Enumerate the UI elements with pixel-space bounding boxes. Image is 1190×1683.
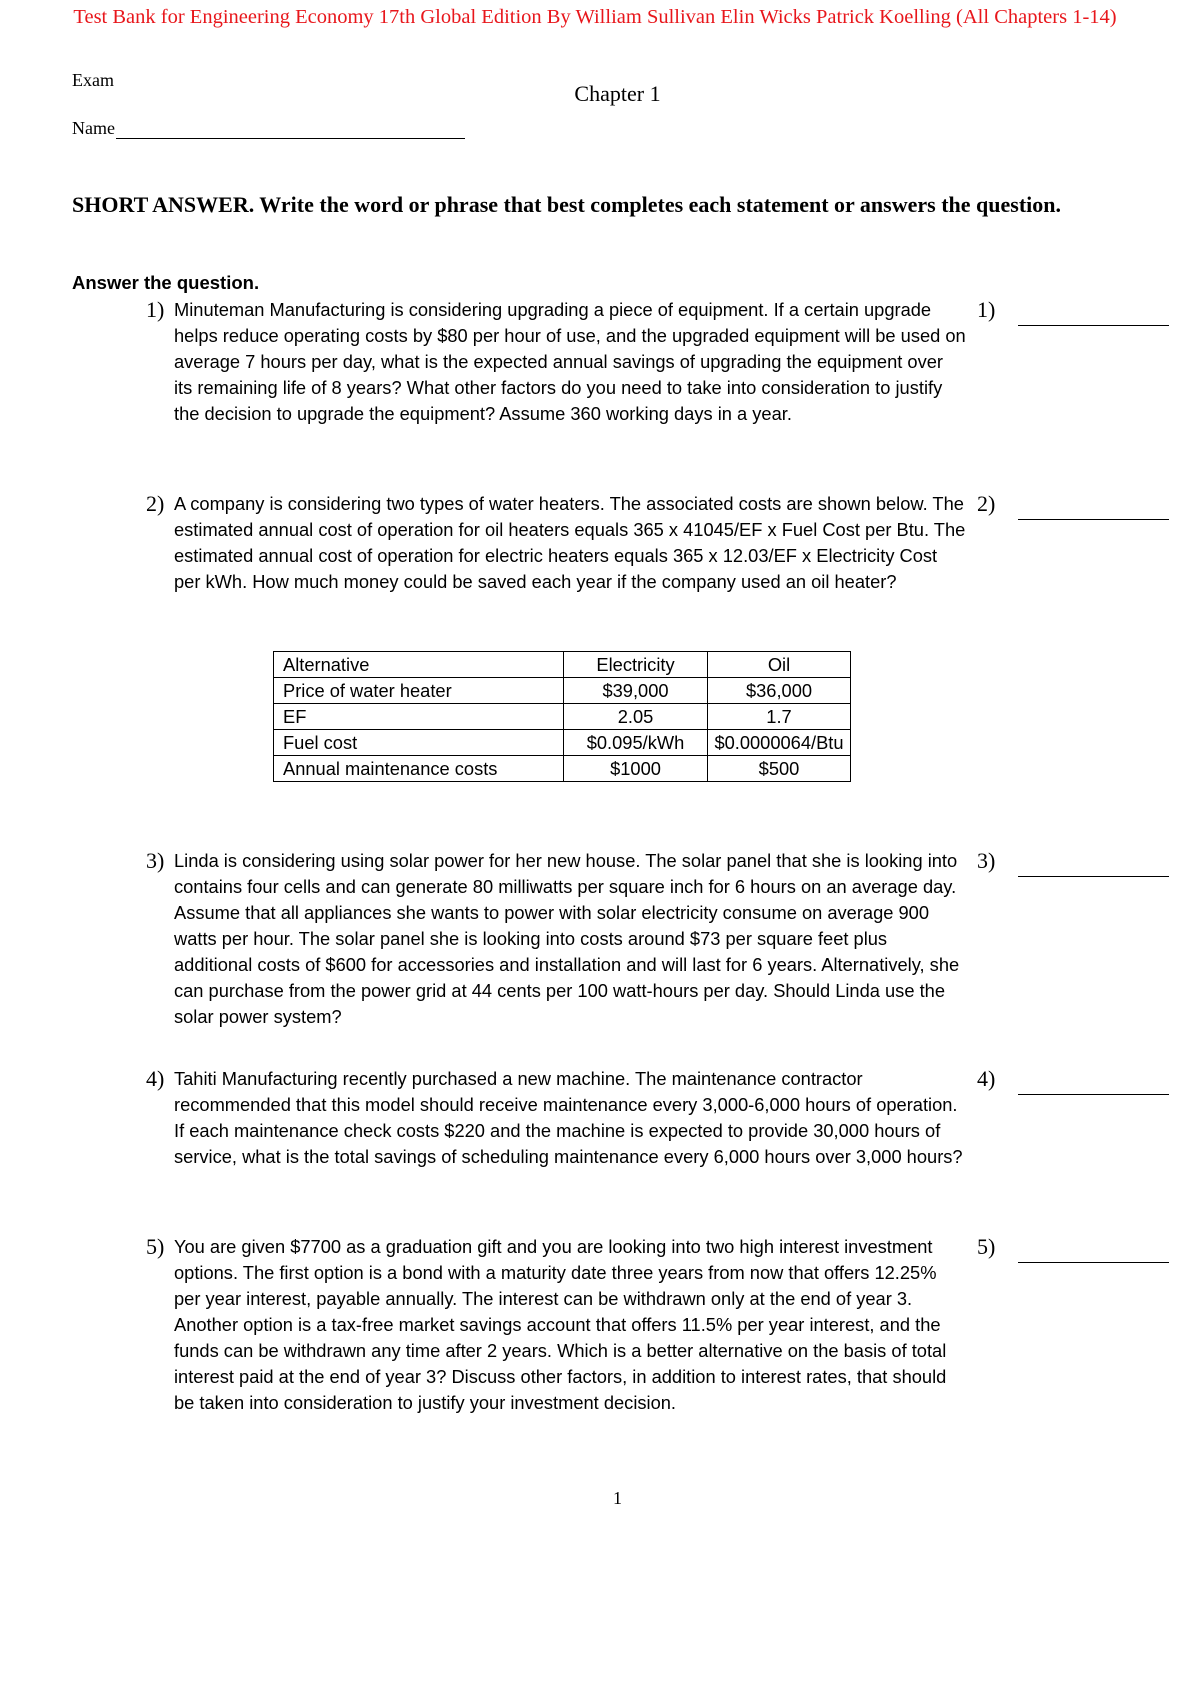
question-number: 4)	[146, 1066, 165, 1091]
question-text: Linda is considering using solar power for her new house. The solar panel that she is looking into contains four cells and can generate 80 milliwatts per square inch for 6 hours on an average day. Assume that all appliances she wants to power with solar electricity consume on average 900 watts per hour. The solar panel she is looking into costs around $73 per square feet plus additional costs of $600 for accessories and installation and will last for 6 years. Alternatively, she can purchase from the power grid at 44 cents per 100 watt-hours per day. Should Linda use the solar power system?	[174, 850, 960, 1027]
answer-number: 2)	[977, 491, 996, 516]
question-number: 3)	[146, 848, 165, 873]
table-cell: $1000	[564, 756, 708, 782]
question-1	[146, 298, 966, 427]
table-cell: EF	[274, 704, 564, 730]
chapter-title: Chapter 1	[574, 81, 661, 106]
question-number: 1)	[146, 297, 165, 322]
table-cell: Price of water heater	[274, 678, 564, 704]
question-number: 2)	[146, 491, 165, 516]
table-row	[274, 704, 851, 730]
answer-blank-5[interactable]	[977, 1235, 1169, 1263]
table-row	[274, 678, 851, 704]
table-cell: $36,000	[708, 678, 851, 704]
water-heater-cost-table	[273, 651, 851, 782]
table-row	[274, 756, 851, 782]
answer-line[interactable]	[1018, 298, 1169, 326]
answer-line[interactable]	[1018, 1067, 1169, 1095]
exam-label: Exam	[72, 70, 114, 90]
table-header-cell: Oil	[708, 652, 851, 678]
table-header-cell: Electricity	[564, 652, 708, 678]
instruction-text: Answer the question.	[72, 272, 260, 293]
table-cell: $0.095/kWh	[564, 730, 708, 756]
answer-number: 5)	[977, 1234, 996, 1259]
table-header-row	[274, 652, 851, 678]
question-4	[146, 1067, 966, 1170]
table-cell: Fuel cost	[274, 730, 564, 756]
question-text: A company is considering two types of water heaters. The associated costs are shown below. The estimated annual cost of operation for oil heaters equals 365 x 41045/EF x Fuel Cost per Btu. The estimated annual cost of operation for electric heaters equals 365 x 12.03/EF x Electricity Cost per kWh. How much money could be saved each year if the company used an oil heater?	[174, 493, 966, 592]
name-blank-line	[116, 120, 465, 139]
table-row	[274, 730, 851, 756]
answer-line[interactable]	[1018, 492, 1169, 520]
table-cell: 2.05	[564, 704, 708, 730]
answer-number: 4)	[977, 1066, 996, 1091]
answer-blank-4[interactable]	[977, 1067, 1169, 1095]
answer-blank-1[interactable]	[977, 298, 1169, 326]
answer-line[interactable]	[1018, 1235, 1169, 1263]
document-banner: Test Bank for Engineering Economy 17th Global Edition By William Sullivan Elin Wicks Patrick Koelling (All Chapters 1-14)	[73, 6, 1117, 28]
table-cell: $39,000	[564, 678, 708, 704]
name-label: Name	[72, 118, 115, 138]
answer-blank-3[interactable]	[977, 849, 1169, 877]
table-cell: $0.0000064/Btu	[708, 730, 851, 756]
table-header-cell: Alternative	[274, 652, 564, 678]
answer-number: 3)	[977, 848, 996, 873]
question-text: You are given $7700 as a graduation gift and you are looking into two high interest investment options. The first option is a bond with a maturity date three years from now that offers 12.25% per year interest, payable annually. The interest can be withdrawn only at the end of year 3. Another option is a tax-free market savings account that offers 11.5% per year interest, and the funds can be withdrawn any time after 2 years. Which is a better alternative on the basis of total interest paid at the end of year 3? Discuss other factors, in addition to interest rates, that should be taken into consideration to justify your investment decision.	[174, 1236, 947, 1413]
question-text: Minuteman Manufacturing is considering upgrading a piece of equipment. If a certain upgrade helps reduce operating costs by $80 per hour of use, and the upgraded equipment will be used on average 7 hours per day, what is the expected annual savings of upgrading the equipment over its remaining life of 8 years? What other factors do you need to take into consideration to justify the decision to upgrade the equipment? Assume 360 working days in a year.	[174, 299, 966, 424]
table-cell: Annual maintenance costs	[274, 756, 564, 782]
page-number: 1	[613, 1488, 622, 1508]
section-heading: SHORT ANSWER. Write the word or phrase that best completes each statement or answers the question.	[72, 192, 1061, 217]
table-cell: $500	[708, 756, 851, 782]
question-number: 5)	[146, 1234, 165, 1259]
answer-blank-2[interactable]	[977, 492, 1169, 520]
answer-number: 1)	[977, 297, 996, 322]
name-field	[72, 118, 465, 139]
answer-line[interactable]	[1018, 849, 1169, 877]
question-3	[146, 849, 966, 1030]
question-2	[146, 492, 966, 595]
question-5	[146, 1235, 966, 1416]
table-cell: 1.7	[708, 704, 851, 730]
question-text: Tahiti Manufacturing recently purchased a new machine. The maintenance contractor recommended that this model should receive maintenance every 3,000-6,000 hours of operation. If each maintenance check costs $220 and the machine is expected to provide 30,000 hours of service, what is the total savings of scheduling maintenance every 6,000 hours over 3,000 hours?	[174, 1068, 963, 1167]
